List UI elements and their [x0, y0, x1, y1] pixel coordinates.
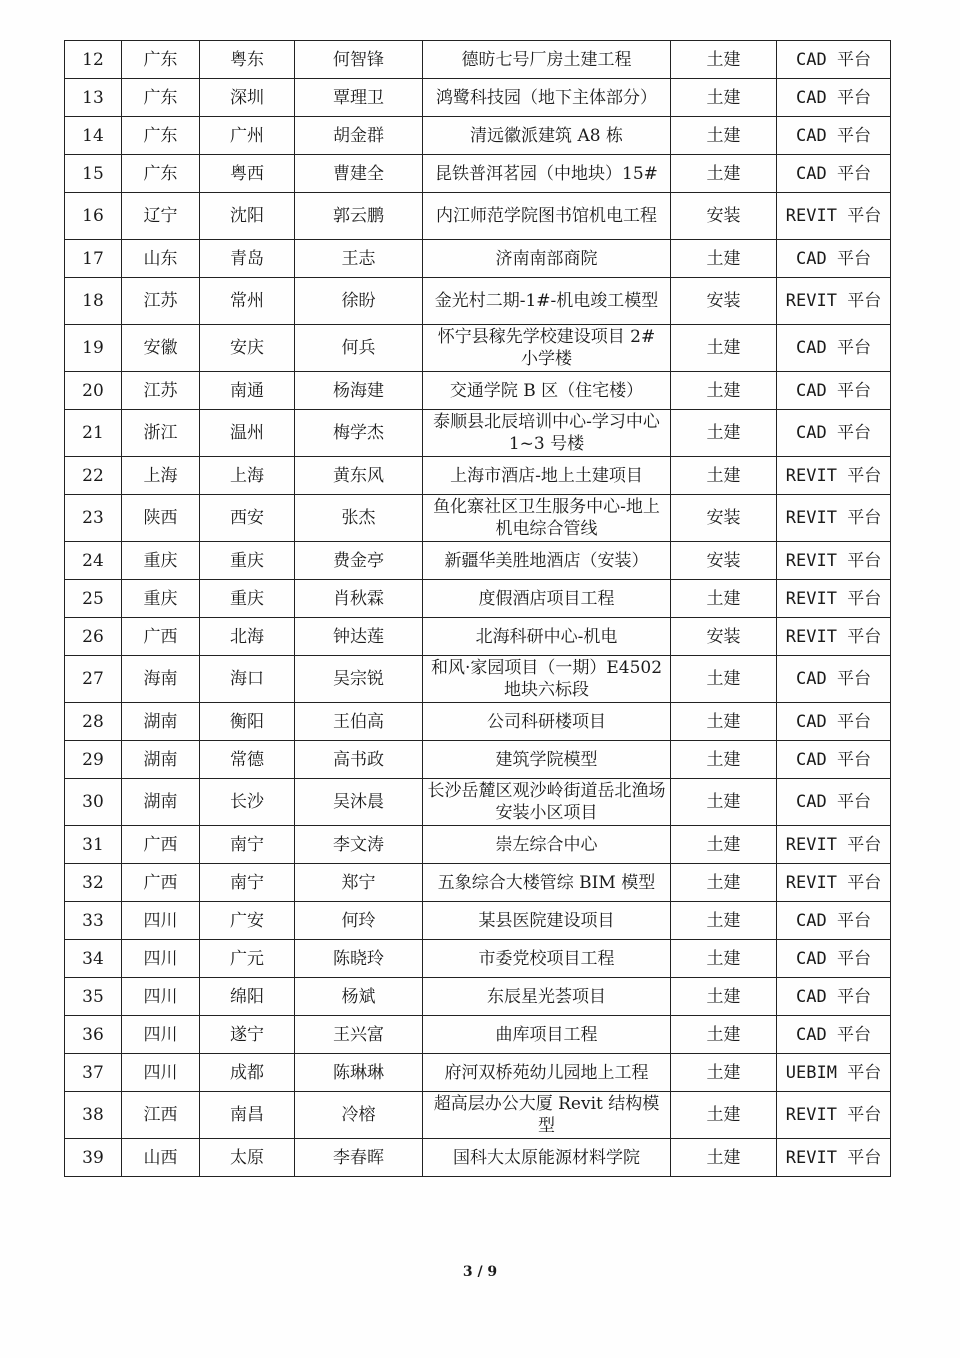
project-name-cell: 市委党校项目工程 — [423, 940, 671, 978]
person-name-cell: 徐盼 — [295, 278, 423, 325]
person-name-cell: 黄东风 — [295, 457, 423, 495]
row-number: 15 — [65, 155, 122, 193]
city-cell: 南宁 — [200, 864, 295, 902]
province-cell: 湖南 — [122, 741, 200, 779]
city-cell: 粤西 — [200, 155, 295, 193]
row-number: 16 — [65, 193, 122, 240]
row-number: 34 — [65, 940, 122, 978]
province-cell: 湖南 — [122, 703, 200, 741]
platform-cell: UEBIM 平台 — [777, 1054, 891, 1092]
province-cell: 山西 — [122, 1139, 200, 1177]
table-row — [65, 864, 891, 902]
person-name-cell: 何智锋 — [295, 41, 423, 79]
row-number: 37 — [65, 1054, 122, 1092]
city-cell: 广州 — [200, 117, 295, 155]
row-number: 32 — [65, 864, 122, 902]
platform-cell: REVIT 平台 — [777, 278, 891, 325]
city-cell: 太原 — [200, 1139, 295, 1177]
city-cell: 海口 — [200, 656, 295, 703]
row-number: 18 — [65, 278, 122, 325]
person-name-cell: 何兵 — [295, 325, 423, 372]
province-cell: 广东 — [122, 155, 200, 193]
person-name-cell: 冷榕 — [295, 1092, 423, 1139]
table-row — [65, 826, 891, 864]
platform-cell: REVIT 平台 — [777, 193, 891, 240]
project-name-cell: 金光村二期-1#-机电竣工模型 — [423, 278, 671, 325]
discipline-cell: 土建 — [671, 1139, 777, 1177]
person-name-cell: 胡金群 — [295, 117, 423, 155]
person-name-cell: 钟达莲 — [295, 618, 423, 656]
discipline-cell: 土建 — [671, 457, 777, 495]
page-number: 3 / 9 — [462, 1264, 498, 1280]
discipline-cell: 土建 — [671, 155, 777, 193]
table-row — [65, 457, 891, 495]
table-row — [65, 155, 891, 193]
project-name-cell: 济南南部商院 — [423, 240, 671, 278]
project-name-cell: 府河双桥苑幼儿园地上工程 — [423, 1054, 671, 1092]
table-row — [65, 1092, 891, 1139]
platform-cell: REVIT 平台 — [777, 580, 891, 618]
row-number: 28 — [65, 703, 122, 741]
city-cell: 遂宁 — [200, 1016, 295, 1054]
city-cell: 常德 — [200, 741, 295, 779]
province-cell: 山东 — [122, 240, 200, 278]
person-name-cell: 覃理卫 — [295, 79, 423, 117]
row-number: 38 — [65, 1092, 122, 1139]
city-cell: 重庆 — [200, 542, 295, 580]
discipline-cell: 土建 — [671, 940, 777, 978]
city-cell: 南昌 — [200, 1092, 295, 1139]
row-number: 13 — [65, 79, 122, 117]
platform-cell: CAD 平台 — [777, 1016, 891, 1054]
project-name-cell: 鱼化寨社区卫生服务中心-地上机电综合管线 — [423, 495, 671, 542]
platform-cell: REVIT 平台 — [777, 457, 891, 495]
project-name-cell: 公司科研楼项目 — [423, 703, 671, 741]
row-number: 39 — [65, 1139, 122, 1177]
person-name-cell: 曹建全 — [295, 155, 423, 193]
discipline-cell: 安装 — [671, 495, 777, 542]
city-cell: 温州 — [200, 410, 295, 457]
province-cell: 广西 — [122, 618, 200, 656]
city-cell: 北海 — [200, 618, 295, 656]
table-row — [65, 978, 891, 1016]
province-cell: 浙江 — [122, 410, 200, 457]
city-cell: 绵阳 — [200, 978, 295, 1016]
project-name-cell: 鸿鹭科技园（地下主体部分） — [423, 79, 671, 117]
project-name-cell: 超高层办公大厦 Revit 结构模型 — [423, 1092, 671, 1139]
table-body — [65, 41, 891, 1177]
project-name-cell: 北海科研中心-机电 — [423, 618, 671, 656]
province-cell: 四川 — [122, 902, 200, 940]
discipline-cell: 土建 — [671, 741, 777, 779]
city-cell: 沈阳 — [200, 193, 295, 240]
table-row — [65, 902, 891, 940]
person-name-cell: 吴沐晨 — [295, 779, 423, 826]
province-cell: 海南 — [122, 656, 200, 703]
project-name-cell: 泰顺县北辰培训中心-学习中心 1~3 号楼 — [423, 410, 671, 457]
row-number: 35 — [65, 978, 122, 1016]
project-name-cell: 清远徽派建筑 A8 栋 — [423, 117, 671, 155]
province-cell: 陕西 — [122, 495, 200, 542]
table-row — [65, 325, 891, 372]
person-name-cell: 张杰 — [295, 495, 423, 542]
person-name-cell: 陈琳琳 — [295, 1054, 423, 1092]
project-name-cell: 新疆华美胜地酒店（安装） — [423, 542, 671, 580]
discipline-cell: 安装 — [671, 193, 777, 240]
table-row — [65, 618, 891, 656]
province-cell: 江苏 — [122, 372, 200, 410]
table-row — [65, 117, 891, 155]
table-row — [65, 240, 891, 278]
row-number: 23 — [65, 495, 122, 542]
row-number: 24 — [65, 542, 122, 580]
platform-cell: CAD 平台 — [777, 79, 891, 117]
person-name-cell: 郑宁 — [295, 864, 423, 902]
discipline-cell: 安装 — [671, 618, 777, 656]
platform-cell: REVIT 平台 — [777, 495, 891, 542]
platform-cell: CAD 平台 — [777, 372, 891, 410]
discipline-cell: 安装 — [671, 542, 777, 580]
project-name-cell: 怀宁县稼先学校建设项目 2# 小学楼 — [423, 325, 671, 372]
person-name-cell: 吴宗锐 — [295, 656, 423, 703]
table-row — [65, 41, 891, 79]
person-name-cell: 肖秋霖 — [295, 580, 423, 618]
project-name-cell: 度假酒店项目工程 — [423, 580, 671, 618]
city-cell: 成都 — [200, 1054, 295, 1092]
discipline-cell: 土建 — [671, 372, 777, 410]
discipline-cell: 土建 — [671, 325, 777, 372]
row-number: 20 — [65, 372, 122, 410]
city-cell: 重庆 — [200, 580, 295, 618]
row-number: 26 — [65, 618, 122, 656]
discipline-cell: 安装 — [671, 278, 777, 325]
discipline-cell: 土建 — [671, 1054, 777, 1092]
province-cell: 广东 — [122, 41, 200, 79]
table-row — [65, 1054, 891, 1092]
platform-cell: CAD 平台 — [777, 656, 891, 703]
city-cell: 粤东 — [200, 41, 295, 79]
city-cell: 上海 — [200, 457, 295, 495]
province-cell: 四川 — [122, 940, 200, 978]
table-row — [65, 495, 891, 542]
discipline-cell: 土建 — [671, 978, 777, 1016]
project-name-cell: 某县医院建设项目 — [423, 902, 671, 940]
row-number: 12 — [65, 41, 122, 79]
person-name-cell: 郭云鹏 — [295, 193, 423, 240]
project-name-cell: 昆铁普洱茗园（中地块）15# — [423, 155, 671, 193]
row-number: 36 — [65, 1016, 122, 1054]
city-cell: 青岛 — [200, 240, 295, 278]
platform-cell: CAD 平台 — [777, 325, 891, 372]
province-cell: 广东 — [122, 117, 200, 155]
person-name-cell: 王伯高 — [295, 703, 423, 741]
person-name-cell: 费金亭 — [295, 542, 423, 580]
platform-cell: REVIT 平台 — [777, 864, 891, 902]
person-name-cell: 李文涛 — [295, 826, 423, 864]
platform-cell: CAD 平台 — [777, 41, 891, 79]
province-cell: 江苏 — [122, 278, 200, 325]
project-name-cell: 交通学院 B 区（住宅楼） — [423, 372, 671, 410]
row-number: 27 — [65, 656, 122, 703]
discipline-cell: 土建 — [671, 656, 777, 703]
table-row — [65, 656, 891, 703]
platform-cell: REVIT 平台 — [777, 1139, 891, 1177]
table-row — [65, 580, 891, 618]
discipline-cell: 土建 — [671, 240, 777, 278]
table-row — [65, 410, 891, 457]
discipline-cell: 土建 — [671, 1016, 777, 1054]
person-name-cell: 高书政 — [295, 741, 423, 779]
row-number: 21 — [65, 410, 122, 457]
platform-cell: CAD 平台 — [777, 902, 891, 940]
discipline-cell: 土建 — [671, 779, 777, 826]
row-number: 30 — [65, 779, 122, 826]
province-cell: 四川 — [122, 1016, 200, 1054]
row-number: 33 — [65, 902, 122, 940]
person-name-cell: 王志 — [295, 240, 423, 278]
discipline-cell: 土建 — [671, 41, 777, 79]
person-name-cell: 陈晓玲 — [295, 940, 423, 978]
platform-cell: REVIT 平台 — [777, 826, 891, 864]
platform-cell: REVIT 平台 — [777, 542, 891, 580]
city-cell: 安庆 — [200, 325, 295, 372]
discipline-cell: 土建 — [671, 117, 777, 155]
city-cell: 深圳 — [200, 79, 295, 117]
province-cell: 辽宁 — [122, 193, 200, 240]
province-cell: 江西 — [122, 1092, 200, 1139]
person-name-cell: 王兴富 — [295, 1016, 423, 1054]
row-number: 22 — [65, 457, 122, 495]
city-cell: 南宁 — [200, 826, 295, 864]
province-cell: 广西 — [122, 864, 200, 902]
city-cell: 衡阳 — [200, 703, 295, 741]
discipline-cell: 土建 — [671, 902, 777, 940]
project-name-cell: 上海市酒店-地上土建项目 — [423, 457, 671, 495]
table-row — [65, 779, 891, 826]
project-name-cell: 国科大太原能源材料学院 — [423, 1139, 671, 1177]
discipline-cell: 土建 — [671, 79, 777, 117]
table-row — [65, 741, 891, 779]
project-name-cell: 五象综合大楼管综 BIM 模型 — [423, 864, 671, 902]
table-row — [65, 278, 891, 325]
table-row — [65, 703, 891, 741]
project-name-cell: 东辰星光荟项目 — [423, 978, 671, 1016]
province-cell: 重庆 — [122, 580, 200, 618]
table-row — [65, 940, 891, 978]
platform-cell: CAD 平台 — [777, 410, 891, 457]
row-number: 31 — [65, 826, 122, 864]
discipline-cell: 土建 — [671, 410, 777, 457]
province-cell: 上海 — [122, 457, 200, 495]
province-cell: 四川 — [122, 1054, 200, 1092]
discipline-cell: 土建 — [671, 864, 777, 902]
person-name-cell: 李春晖 — [295, 1139, 423, 1177]
city-cell: 长沙 — [200, 779, 295, 826]
discipline-cell: 土建 — [671, 703, 777, 741]
person-name-cell: 何玲 — [295, 902, 423, 940]
province-cell: 安徽 — [122, 325, 200, 372]
city-cell: 广元 — [200, 940, 295, 978]
province-cell: 四川 — [122, 978, 200, 1016]
platform-cell: CAD 平台 — [777, 741, 891, 779]
platform-cell: CAD 平台 — [777, 703, 891, 741]
platform-cell: CAD 平台 — [777, 978, 891, 1016]
project-name-cell: 建筑学院模型 — [423, 741, 671, 779]
row-number: 25 — [65, 580, 122, 618]
project-name-cell: 德昉七号厂房土建工程 — [423, 41, 671, 79]
row-number: 19 — [65, 325, 122, 372]
discipline-cell: 土建 — [671, 580, 777, 618]
table-row — [65, 1139, 891, 1177]
city-cell: 常州 — [200, 278, 295, 325]
discipline-cell: 土建 — [671, 1092, 777, 1139]
platform-cell: REVIT 平台 — [777, 1092, 891, 1139]
project-name-cell: 和风·家园项目（一期）E4502 地块六标段 — [423, 656, 671, 703]
province-cell: 广东 — [122, 79, 200, 117]
platform-cell: CAD 平台 — [777, 117, 891, 155]
person-name-cell: 杨海建 — [295, 372, 423, 410]
table-row — [65, 372, 891, 410]
row-number: 17 — [65, 240, 122, 278]
city-cell: 西安 — [200, 495, 295, 542]
table-row — [65, 1016, 891, 1054]
project-name-cell: 内江师范学院图书馆机电工程 — [423, 193, 671, 240]
platform-cell: CAD 平台 — [777, 155, 891, 193]
table-row — [65, 193, 891, 240]
platform-cell: CAD 平台 — [777, 940, 891, 978]
project-name-cell: 曲库项目工程 — [423, 1016, 671, 1054]
province-cell: 重庆 — [122, 542, 200, 580]
platform-cell: CAD 平台 — [777, 240, 891, 278]
city-cell: 广安 — [200, 902, 295, 940]
project-name-cell: 长沙岳麓区观沙岭街道岳北渔场安装小区项目 — [423, 779, 671, 826]
participant-table — [64, 40, 891, 1177]
person-name-cell: 杨斌 — [295, 978, 423, 1016]
project-name-cell: 崇左综合中心 — [423, 826, 671, 864]
row-number: 29 — [65, 741, 122, 779]
person-name-cell: 梅学杰 — [295, 410, 423, 457]
discipline-cell: 土建 — [671, 826, 777, 864]
city-cell: 南通 — [200, 372, 295, 410]
platform-cell: CAD 平台 — [777, 779, 891, 826]
row-number: 14 — [65, 117, 122, 155]
table-row — [65, 79, 891, 117]
platform-cell: REVIT 平台 — [777, 618, 891, 656]
province-cell: 广西 — [122, 826, 200, 864]
province-cell: 湖南 — [122, 779, 200, 826]
table-row — [65, 542, 891, 580]
